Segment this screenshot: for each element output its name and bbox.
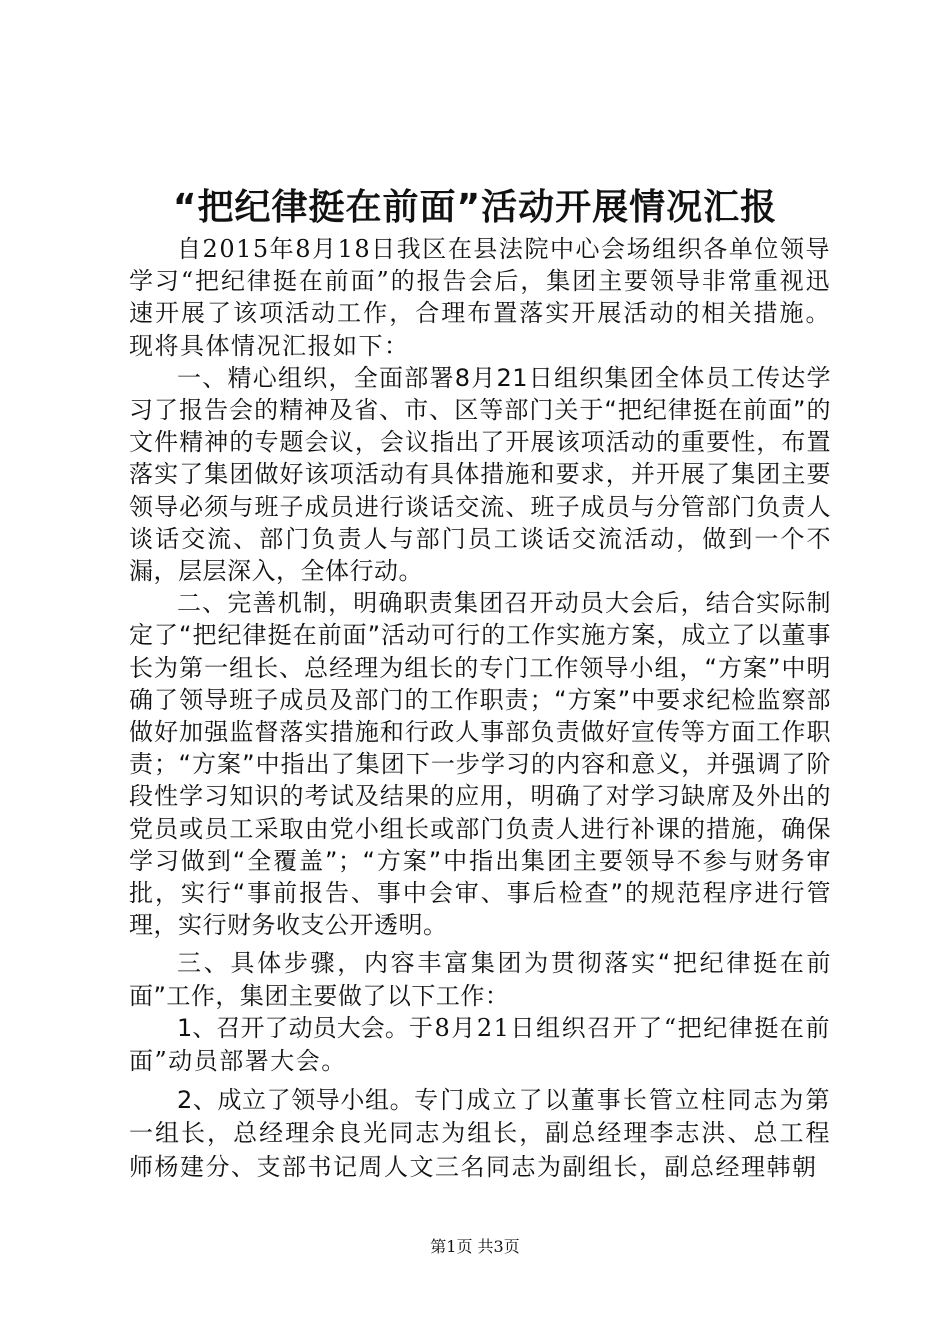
paragraph-section-2: 二、完善机制，明确职责集团召开动员大会后，结合实际制定了“把纪律挺在前面”活动可行的工作实施方案，成立了以董事长为第一组长、总经理为组长的专门工作领导小组，“方案”中明确了领导班子成员及部门的工作职责；“方案”中要求纪检监察部做好加强监督落实措施和行政人事部负责做好宣传等方面工作职责；“方案”中指出了集团下一步学习的内容和意义，并强调了阶段性学习知识的考试及结果的应用，明确了对学习缺席及外出的党员或员工采取由党小组长或部门负责人进行补课的措施，确保学习做到“全覆盖”；“方案”中指出集团主要领导不参与财务审批，实行“事前报告、事中会审、事后检查”的规范程序进行管理，实行财务收支公开透明。 [129, 589, 831, 940]
item-2-lead: 2、成立了领导小组。 [177, 1086, 415, 1115]
item-1-text: 于8月21日组织召开了“把纪律挺在前面”动员部署大会。 [129, 1013, 831, 1076]
item-1-lead: 1、召开了动员大会。 [177, 1013, 409, 1042]
document-title: “把纪律挺在前面”活动开展情况汇报 [172, 187, 778, 228]
paragraph-intro: 自2015年8月18日我区在县法院中心会场组织各单位领导学习“把纪律挺在前面”的报告会后，集团主要领导非常重视迅速开展了该项活动工作，合理布置落实开展活动的相关措施。现将具体情况汇报如下： [129, 235, 831, 360]
paragraph-section-1: 一、精心组织，全面部署8月21日组织集团全体员工传达学习了报告会的精神及省、市、区等部门关于“把纪律挺在前面”的文件精神的专题会议，会议指出了开展该项活动的重要性，布置落实了集团做好该项活动有具体措施和要求，并开展了集团主要领导必须与班子成员进行谈话交流、班子成员与分管部门负责人谈话交流、部门负责人与部门员工谈话交流活动，做到一个不漏，层层深入，全体行动。 [129, 363, 831, 586]
paragraph-item-1 [129, 1012, 831, 1078]
paragraph-section-3: 三、具体步骤，内容丰富集团为贯彻落实“把纪律挺在前面”工作，集团主要做了以下工作： [129, 949, 831, 1010]
item-2-text: 专门成立了以董事长管立柱同志为第一组长，总经理余良光同志为组长，副总经理李志洪、总工程师杨建分、支部书记周人文三名同志为副组长，副总经理韩朝 [129, 1086, 832, 1181]
page-number-footer: 第1页 共3页 [430, 1237, 520, 1256]
document-body [129, 233, 831, 1184]
paragraph-item-2 [129, 1084, 831, 1184]
